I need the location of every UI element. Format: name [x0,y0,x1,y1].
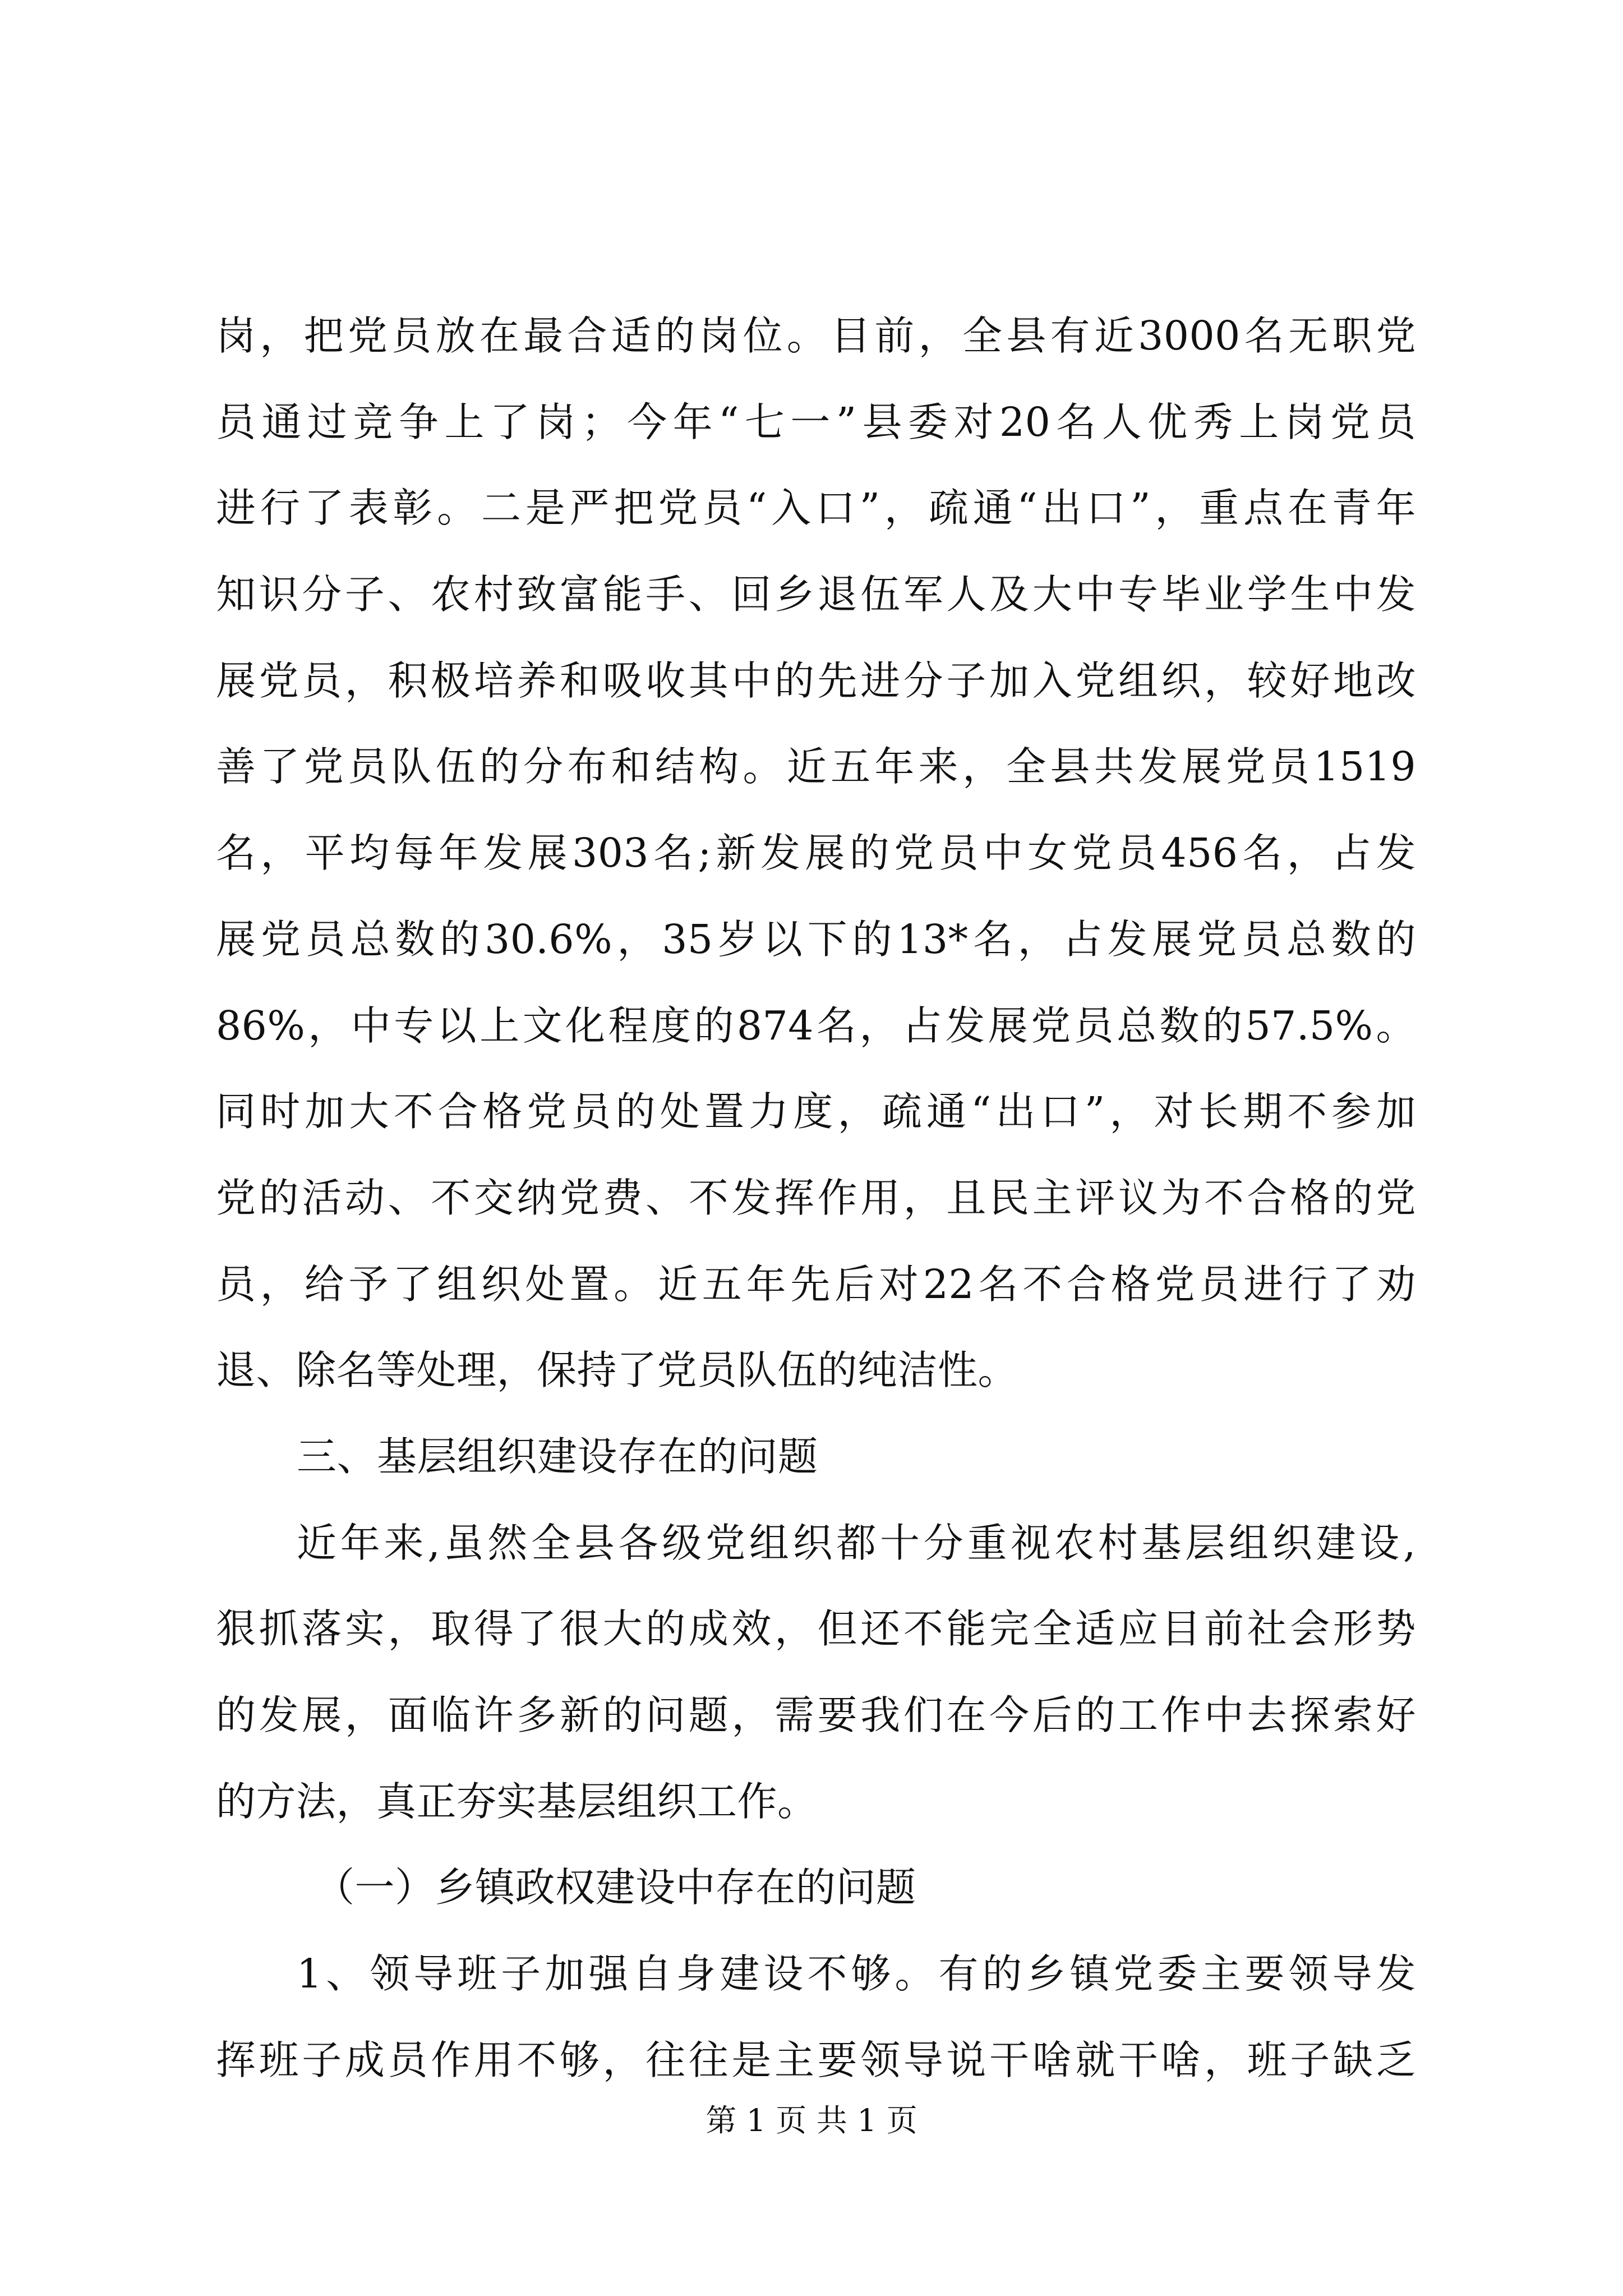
text-line [216,379,1416,466]
text-line-content: 知识分子、农村致富能手、回乡退伍军人及大中专毕业学生中发 [216,571,1416,618]
text-line-content: 同时加大不合格党员的处置力度，疏通“出口”，对长期不参加 [216,1088,1416,1135]
text-line-content: 党的活动、不交纳党费、不发挥作用，且民主评议为不合格的党 [216,1174,1416,1221]
text-line [216,896,1416,983]
text-line [216,1586,1416,1672]
text-line-content: 员通过竞争上了岗；今年“七一”县委对20名人优秀上岗党员 [216,398,1416,445]
subsection-heading-text: （一）乡镇政权建设中存在的问题 [315,1864,916,1911]
text-line-content: 善了党员队伍的分布和结构。近五年来，全县共发展党员1519 [216,743,1416,790]
text-line [216,724,1416,810]
text-line-content: 进行了表彰。二是严把党员“入口”，疏通“出口”，重点在青年 [216,485,1416,532]
text-line [216,1069,1416,1155]
text-line [216,1759,1416,1845]
text-line-content: 近年来,虽然全县各级党组织都十分重视农村基层组织建设, [297,1519,1416,1566]
text-line-content: 1、领导班子加强自身建设不够。有的乡镇党委主要领导发 [297,1950,1416,1998]
text-line [216,465,1416,551]
text-line [216,983,1416,1069]
text-line [216,2017,1416,2104]
text-line-content: 岗，把党员放在最合适的岗位。目前，全县有近3000名无职党 [216,312,1416,359]
document-body [216,293,1416,2103]
text-line-content: 退、除名等处理，保持了党员队伍的纯洁性。 [216,1347,1018,1394]
text-line [216,810,1416,896]
text-line [216,1155,1416,1241]
text-line [216,1931,1416,2017]
text-line [216,1241,1416,1328]
text-line-content: 狠抓落实，取得了很大的成效，但还不能完全适应目前社会形势 [216,1605,1416,1653]
text-line-content: 的发展，面临许多新的问题，需要我们在今后的工作中去探索好 [216,1692,1416,1738]
section-heading [216,1414,1416,1500]
page-number: 第 1 页 共 1 页 [706,2102,917,2138]
text-line-content: 的方法，真正夯实基层组织工作。 [216,1778,818,1825]
subsection-heading [216,1844,1416,1931]
text-line-content: 挥班子成员作用不够，往往是主要领导说干啥就干啥，班子缺乏 [216,2036,1416,2083]
text-line [216,293,1416,379]
text-line [216,1672,1416,1759]
text-line [216,638,1416,724]
text-line-content: 展党员，积极培养和吸收其中的先进分子加入党组织，较好地改 [216,657,1416,704]
text-line [216,1500,1416,1586]
text-line-content: 员，给予了组织处置。近五年先后对22名不合格党员进行了劝 [216,1260,1416,1308]
text-line-content: 展党员总数的30.6%，35岁以下的13*名，占发展党员总数的 [216,915,1416,963]
page-footer [0,2101,1623,2140]
text-line-content: 86%，中专以上文化程度的874名，占发展党员总数的57.5%。 [216,1002,1416,1049]
text-line [216,551,1416,638]
section-heading-text: 三、基层组织建设存在的问题 [297,1433,818,1480]
text-line [216,1327,1416,1414]
text-line-content: 名，平均每年发展303名;新发展的党员中女党员456名，占发 [216,830,1416,877]
